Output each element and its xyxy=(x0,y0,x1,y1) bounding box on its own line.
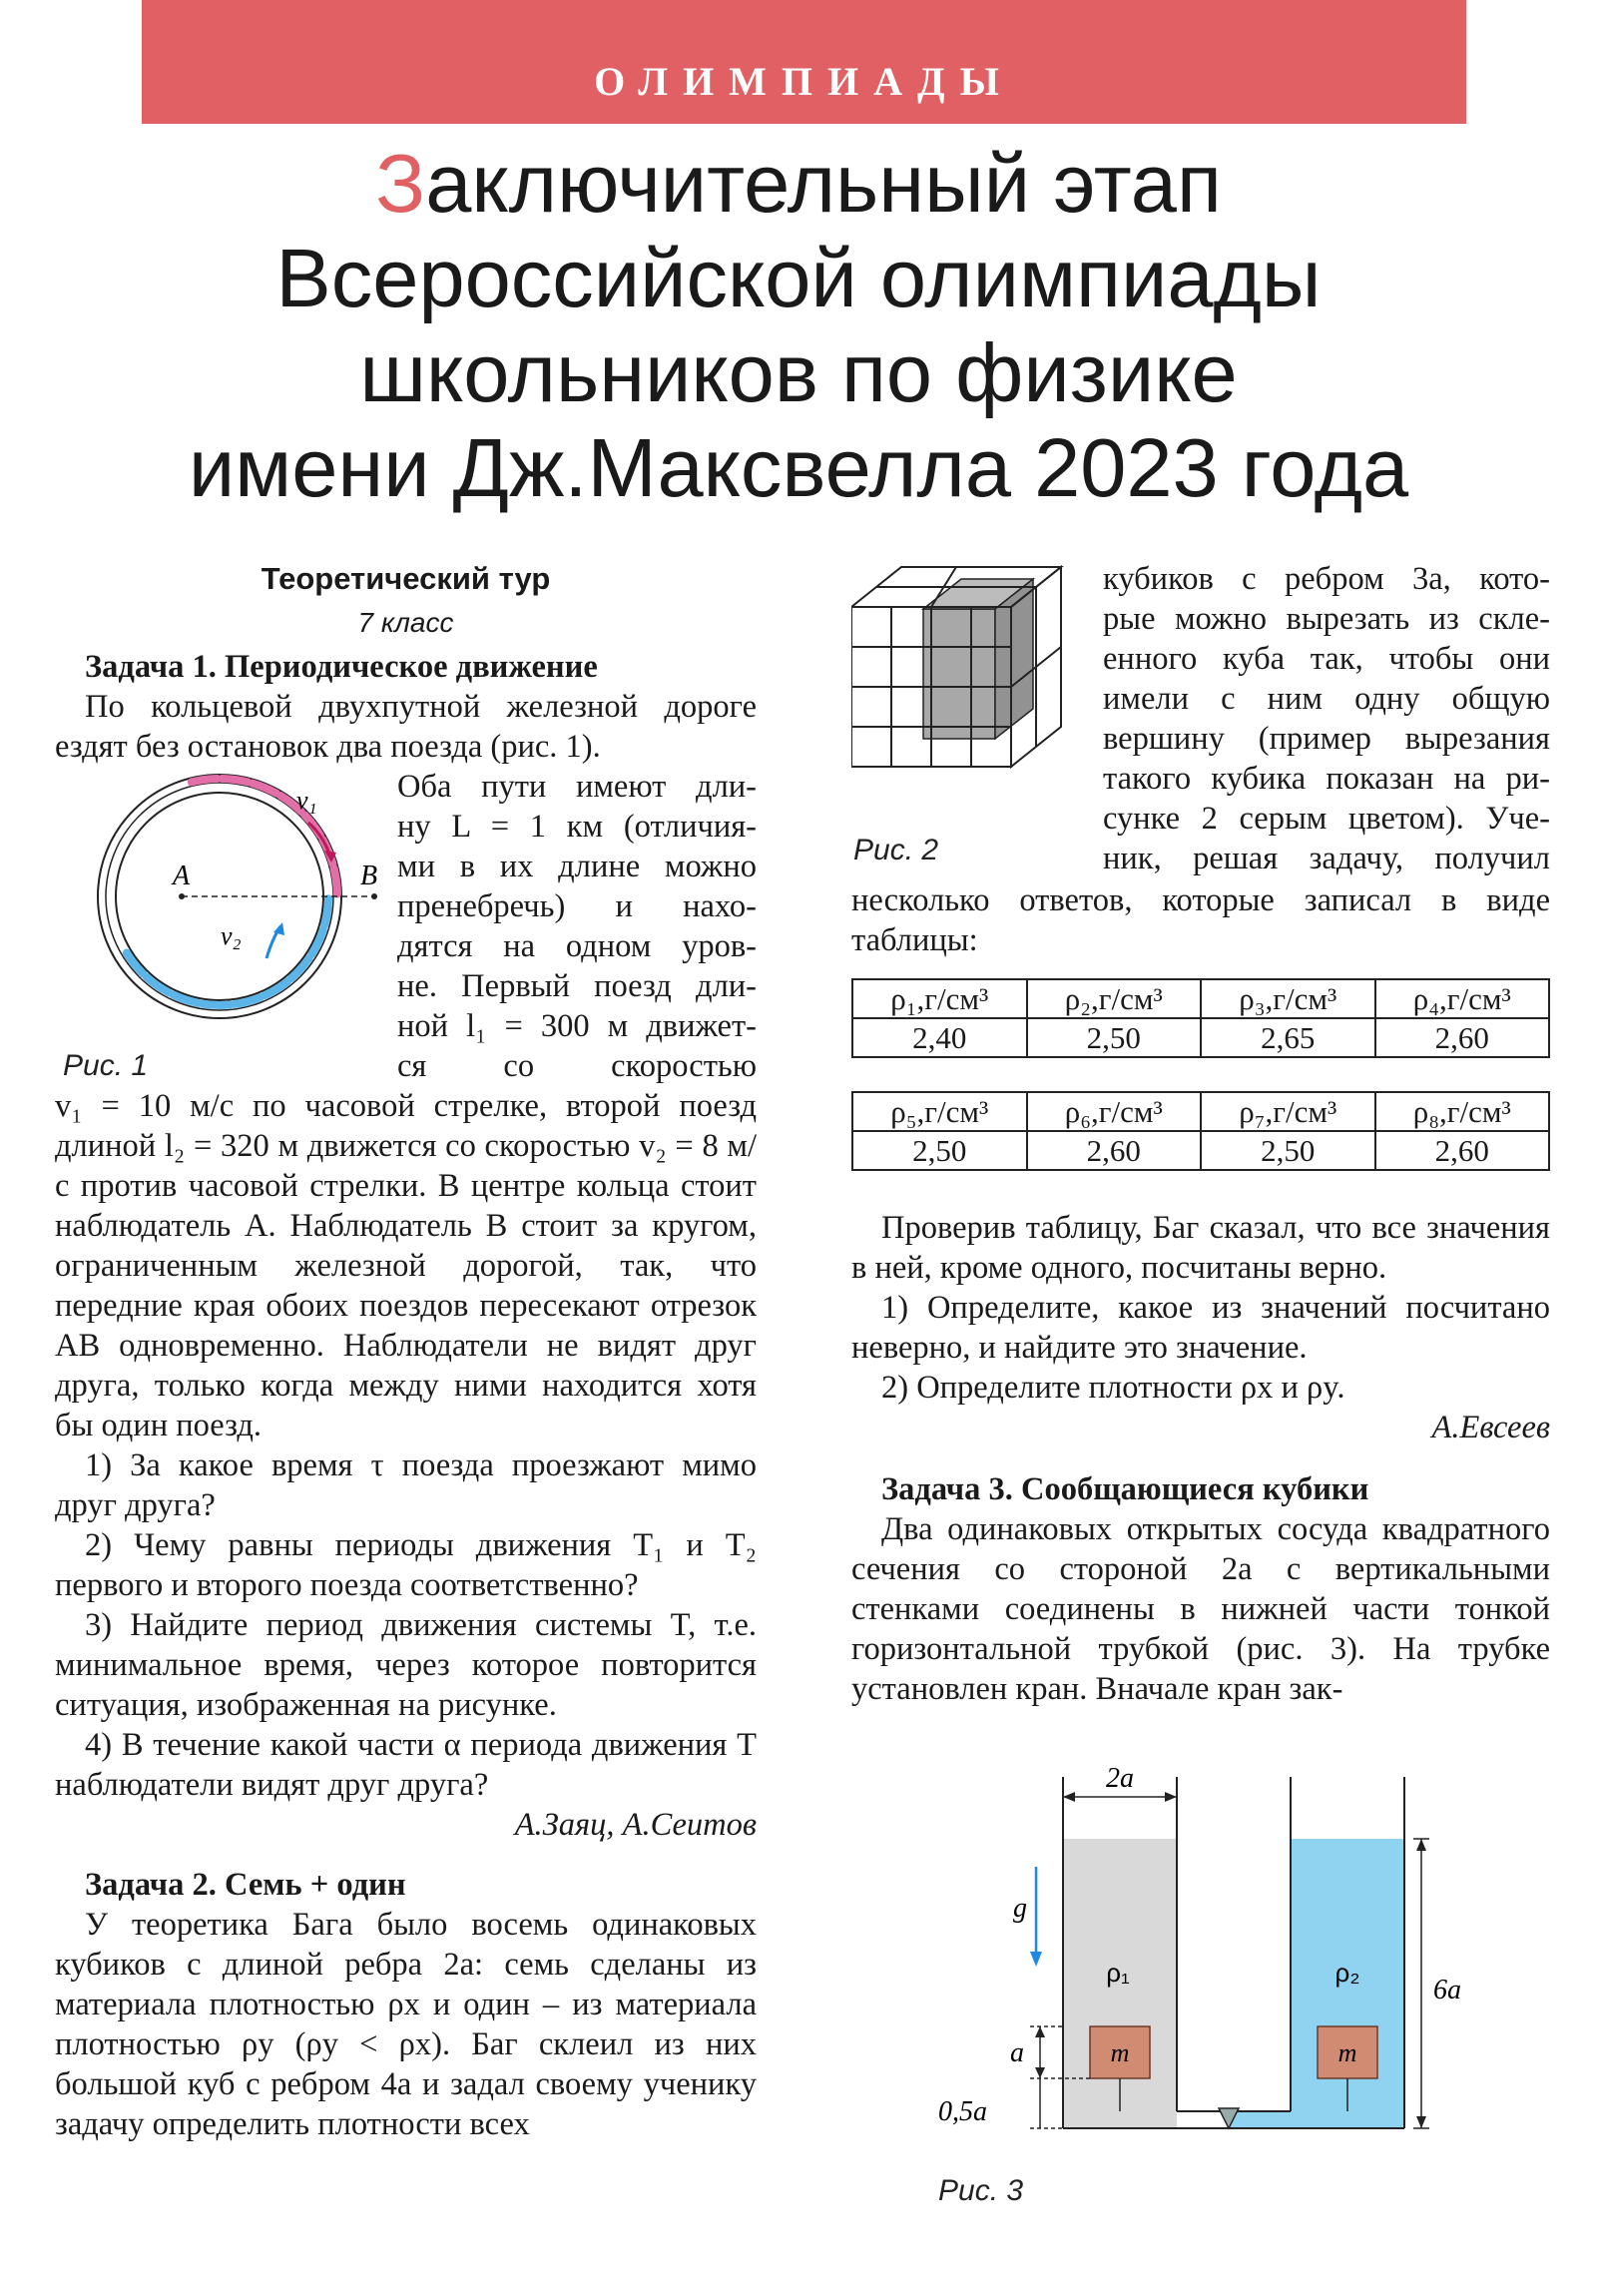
title-line4: имени Дж.Максвелла 2023 года xyxy=(188,421,1409,514)
table-header-cell: ρ₃,г/см³ xyxy=(1201,979,1375,1018)
problem2-author: А.Евсеев xyxy=(1431,1410,1550,1445)
label-width: 2a xyxy=(1106,1763,1134,1794)
train-car xyxy=(253,784,276,794)
arrow-head xyxy=(1035,2026,1045,2037)
wrap-line: не. Первый поезд дли- xyxy=(397,968,757,1004)
wrap-line: Оба пути имеют дли- xyxy=(397,769,757,805)
problem1-wrap-block xyxy=(55,767,757,1086)
problem2-title: Задача 2. Семь + один xyxy=(85,1867,406,1903)
table-header-row xyxy=(852,979,1549,1018)
table-header-row xyxy=(852,1092,1549,1131)
title-first-letter: З xyxy=(375,137,426,230)
wrap-line: дятся на одном уров- xyxy=(397,928,757,964)
figure-3-vessels xyxy=(918,1757,1477,2216)
title-line1: аключительный этап xyxy=(425,137,1222,230)
table-cell: 2,60 xyxy=(1375,1131,1550,1170)
gravity-arrow-head xyxy=(1030,1952,1042,1967)
label-half-a: 0,5a xyxy=(938,2096,987,2127)
label-a: A xyxy=(173,861,191,891)
problem2-text-left: У теоретика Бага было восемь одинаковых кубиков с длиной ребра 2a: семь сделаны из материала плотностью ρx и один – из материала плотностью ρy (ρy < ρx). Баг склеил из них большой куб с ребром 4a и задал своему ученику задачу определить плотности всех xyxy=(55,1907,757,2142)
section-banner xyxy=(142,0,1466,124)
figure-1-caption: Рис. 1 xyxy=(63,1049,149,1082)
label-height: 6a xyxy=(1433,1975,1461,2006)
problem2-wrap-block xyxy=(851,559,1550,880)
grade-label: 7 класс xyxy=(357,607,454,638)
problem1-q2: 2) Чему равны периоды движения T₁ и T₂ первого и второго поезда соответственно? xyxy=(55,1527,757,1603)
problem1-wrap-text xyxy=(397,767,757,1086)
problem1-intro: По кольцевой двухпутной железной дороге ездят без остановок два поезда (рис. 1). xyxy=(55,689,757,765)
right-column-lower xyxy=(851,1208,1550,1709)
problem1-q1: 1) За какое время τ поезда проезжают мимо друг друга? xyxy=(55,1447,757,1523)
table-value-row xyxy=(852,1131,1549,1170)
label-v1: v₁ xyxy=(296,786,317,815)
figure-1-ring xyxy=(55,767,384,1066)
wrap-line: ся со скоростью xyxy=(397,1048,757,1084)
wrap-line: сунке 2 серым цветом). Уче- xyxy=(1103,801,1550,837)
problem2-text-right: несколько ответов, которые записал в виде таблицы: xyxy=(851,882,1550,958)
problem1-title: Задача 1. Периодическое движение xyxy=(85,649,598,685)
point-a xyxy=(179,893,185,899)
label-rho2: ρ₂ xyxy=(1334,1958,1360,1988)
problem2-wrap-text xyxy=(1103,559,1550,878)
table-header-cell: ρ₈,г/см³ xyxy=(1375,1092,1550,1131)
train-car xyxy=(222,779,248,782)
label-a: a xyxy=(1010,2037,1024,2068)
wrap-line: пренебречь) и нахо- xyxy=(397,888,757,924)
article-title xyxy=(0,136,1597,515)
right-column xyxy=(851,559,1550,960)
wrap-line: такого кубика показан на ри- xyxy=(1103,761,1550,797)
table-header-cell: ρ₆,г/см³ xyxy=(1027,1092,1202,1131)
train-car xyxy=(334,868,337,894)
problem2-q2: 2) Определите плотности ρx и ρy. xyxy=(881,1370,1345,1406)
wrap-line: кубиков с ребром 3a, кото- xyxy=(1103,561,1550,597)
label-b: B xyxy=(360,861,378,891)
table-cell: 2,50 xyxy=(1201,1131,1375,1170)
problem2-q1: 1) Определите, какое из значений посчитано неверно, и найдите это значение. xyxy=(851,1290,1550,1366)
label-m-left: m xyxy=(1110,2038,1130,2067)
wrap-line: енного куба так, чтобы они xyxy=(1103,641,1550,677)
table-header-cell: ρ₂,г/см³ xyxy=(1027,979,1202,1018)
wrap-line: ник, решая задачу, получил xyxy=(1103,841,1550,876)
problem1-body: v₁ = 10 м/с по часовой стрелке, второй поезд длиной l₂ = 320 м движется со скоростью v₂ = 8 м/с против часовой стрелки. В центре кольца стоит наблюдатель A. Наблюдатель B стоит за кругом, ограниченным железной дорогой, так, что передние края обоих поездов пересекают отрезок AB одновременно. Наблюдатели не видят друг друга, только когда между ними находится хотя бы один поезд. xyxy=(55,1088,757,1443)
train-car xyxy=(324,898,328,925)
figure-3-caption: Рис. 3 xyxy=(938,2174,1024,2207)
section-label: ОЛИМПИАДЫ xyxy=(594,59,1014,104)
arrow-head xyxy=(1035,2067,1045,2078)
table-header-cell: ρ₇,г/см³ xyxy=(1201,1092,1375,1131)
arrow-head xyxy=(1063,1792,1075,1802)
left-column xyxy=(55,559,757,2144)
table-cell: 2,50 xyxy=(852,1131,1027,1170)
figure-2-caption: Рис. 2 xyxy=(853,834,939,866)
table-header-cell: ρ₄,г/см³ xyxy=(1375,979,1550,1018)
point-b xyxy=(371,893,377,899)
table-header-cell: ρ₁,г/см³ xyxy=(852,979,1027,1018)
wrap-line: ной l₁ = 300 м движет- xyxy=(397,1008,757,1044)
label-g: g xyxy=(1013,1893,1027,1924)
arrow-head xyxy=(1416,2116,1426,2128)
table-cell: 2,60 xyxy=(1375,1018,1550,1057)
table-cell: 2,65 xyxy=(1201,1018,1375,1057)
problem1-authors: А.Заяц, А.Сеитов xyxy=(514,1807,757,1843)
table-cell: 2,60 xyxy=(1027,1131,1202,1170)
arrow-head xyxy=(1165,1792,1177,1802)
density-table-2 xyxy=(851,1091,1550,1171)
wrap-line: ну L = 1 км (отличия- xyxy=(397,809,757,845)
train-car xyxy=(192,779,218,782)
wrap-line: ми в их длине можно xyxy=(397,849,757,884)
table-cell: 2,40 xyxy=(852,1018,1027,1057)
problem1-q3: 3) Найдите период движения системы T, т.е. минимальное время, через которое повторится ситуация, изображенная на рисунке. xyxy=(55,1607,757,1723)
label-m-right: m xyxy=(1337,2038,1357,2067)
density-table-1 xyxy=(851,978,1550,1058)
tube-liquid xyxy=(1229,2111,1291,2128)
train-car xyxy=(203,1004,230,1005)
wrap-line: вершину (пример вырезания xyxy=(1103,721,1550,757)
gray-cube-front xyxy=(923,609,995,739)
problem3-title: Задача 3. Сообщающиеся кубики xyxy=(881,1471,1369,1507)
title-line2: Всероссийской олимпиады xyxy=(275,232,1322,324)
figure-2-cube xyxy=(851,559,1081,809)
arrow-head xyxy=(1416,1839,1426,1851)
label-rho1: ρ₁ xyxy=(1106,1958,1130,1988)
label-v2: v₂ xyxy=(221,921,242,950)
wrap-line: имели с ним одну общую xyxy=(1103,681,1550,717)
problem1-q4: 4) В течение какой части α периода движения T наблюдатели видят друг друга? xyxy=(55,1727,757,1803)
table-header-cell: ρ₅,г/см³ xyxy=(852,1092,1027,1131)
wrap-line: рые можно вырезать из скле- xyxy=(1103,601,1550,637)
problem3-text: Два одинаковых открытых сосуда квадратного сечения со стороной 2a с вертикальными стенками соединены в нижней части тонкой горизонтальной трубкой (рис. 3). На трубке установлен кран. Вначале кран зак- xyxy=(851,1511,1550,1707)
table-value-row xyxy=(852,1018,1549,1057)
title-line3: школьников по физике xyxy=(359,326,1238,419)
problem2-after: Проверив таблицу, Баг сказал, что все значения в ней, кроме одного, посчитаны верно. xyxy=(851,1210,1550,1286)
table-cell: 2,50 xyxy=(1027,1018,1202,1057)
tour-heading: Теоретический тур xyxy=(261,561,551,596)
